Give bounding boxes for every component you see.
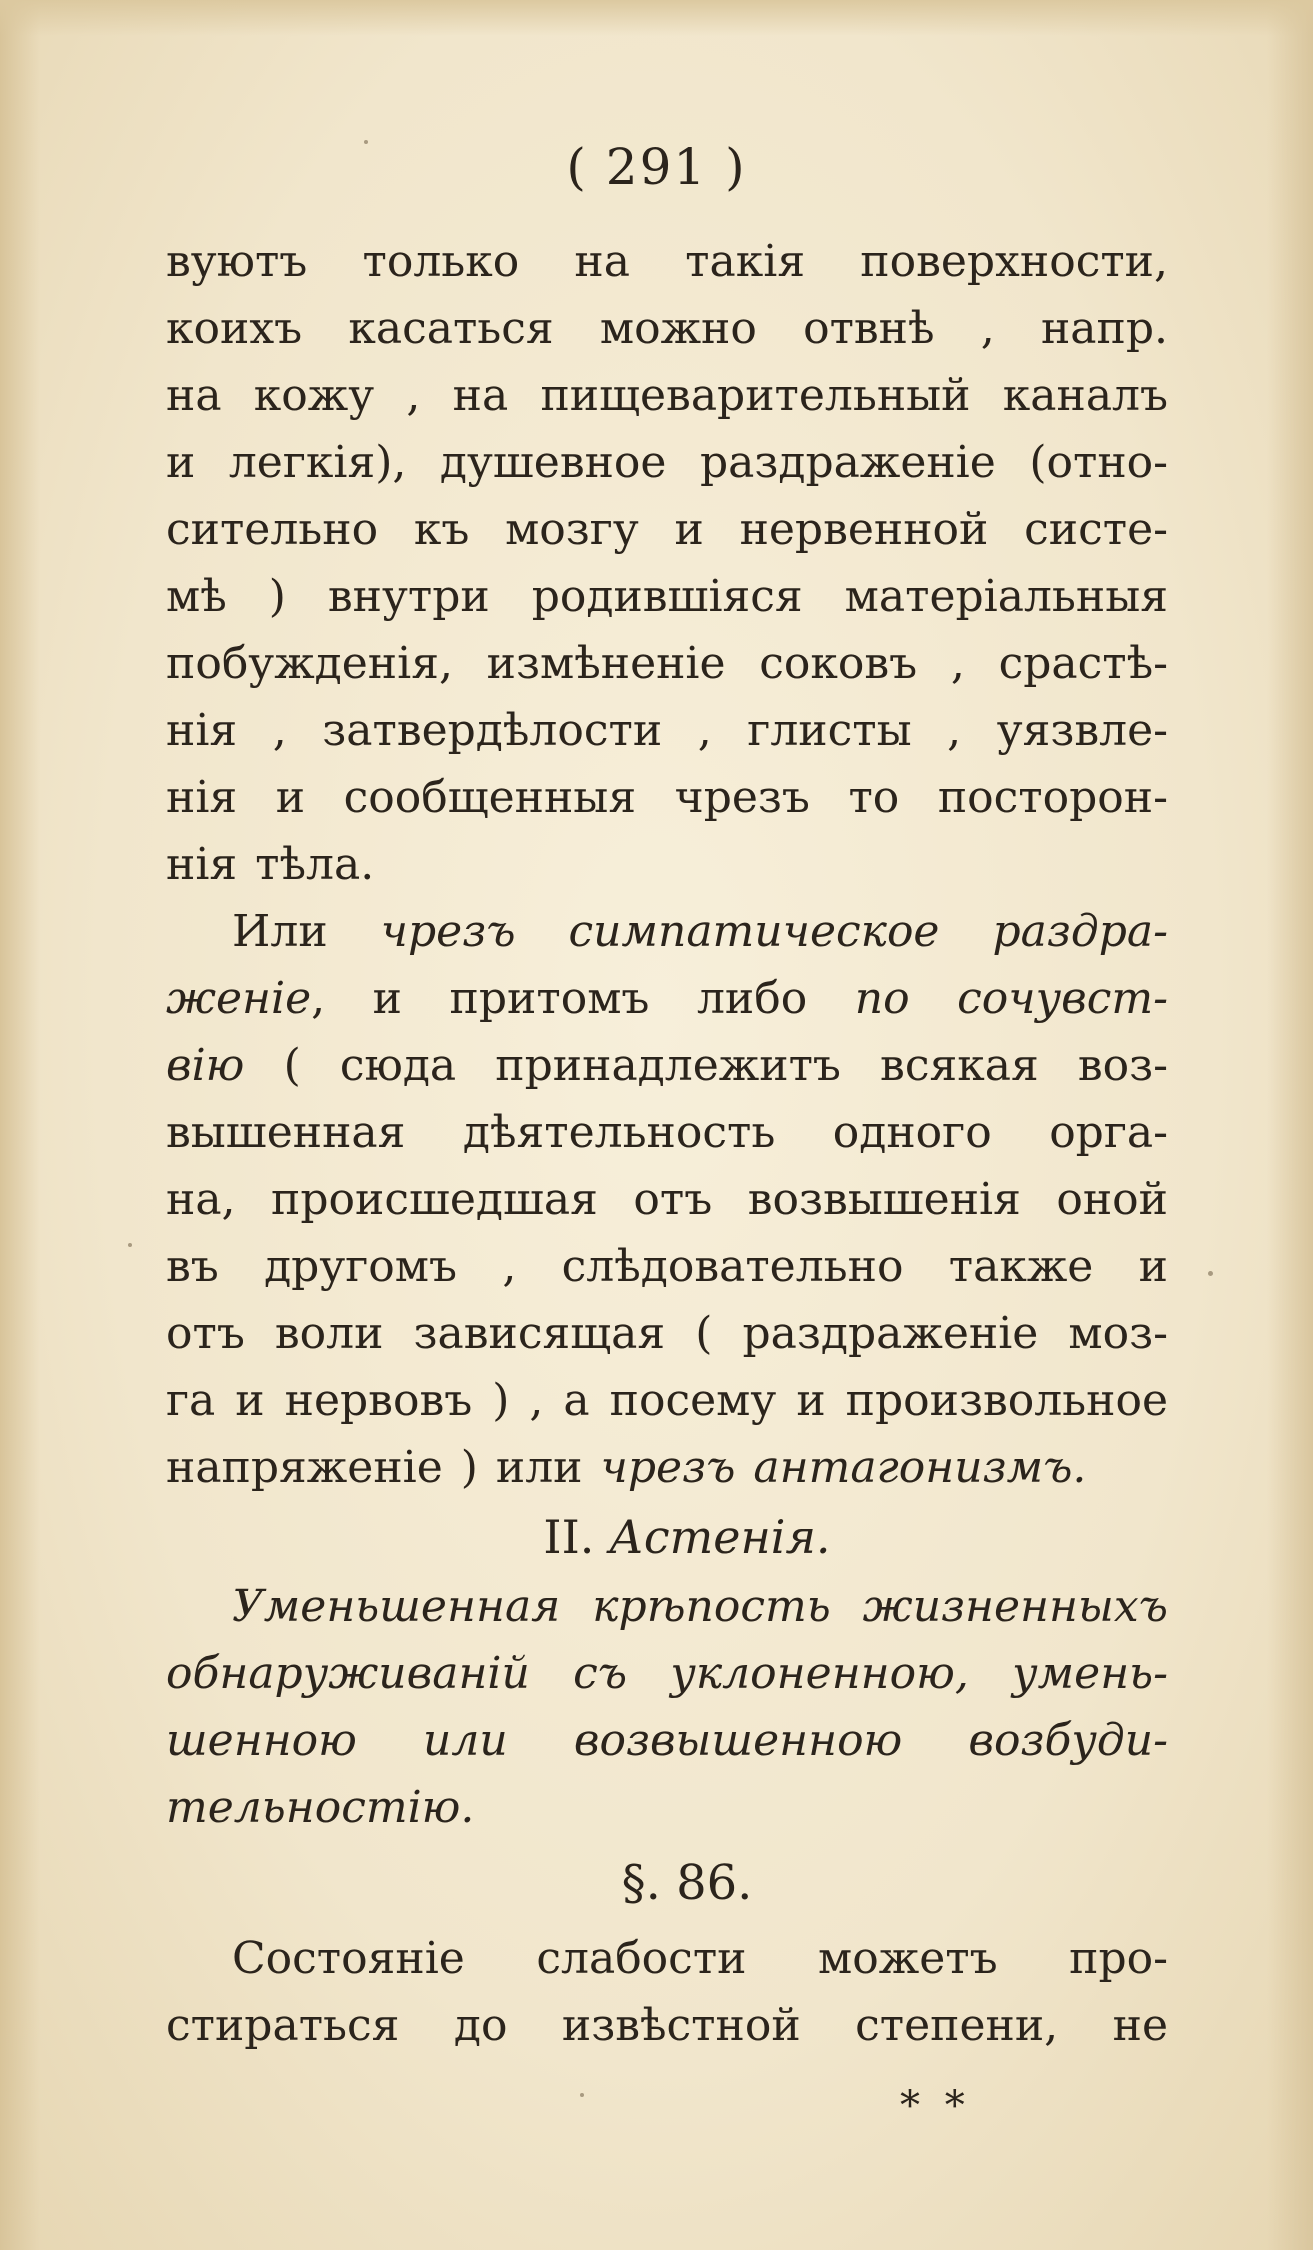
text-line: нія тѣла.	[166, 839, 375, 890]
text-line: мѣ ) внутри родившіяся матеріальныя	[166, 571, 1168, 622]
text-line: отъ воли зависящая ( раздраженіе моз-	[166, 1308, 1168, 1359]
page-number: ( 291 )	[566, 138, 747, 196]
heading-numeral: II.	[543, 1510, 595, 1564]
paper-speck	[128, 1243, 132, 1247]
text-line	[166, 898, 1168, 965]
italic-run: по сочувст-	[854, 973, 1169, 1024]
definition-line: тельностію.	[166, 1782, 475, 1833]
text-run: ( сюда принадлежитъ всякая воз-	[244, 1040, 1168, 1091]
page-edge-shadow-right	[1267, 0, 1313, 2250]
text-line: сительно къ мозгу и нервенной систе-	[166, 504, 1168, 555]
paper-speck	[580, 2093, 584, 2097]
text-line	[166, 1434, 1168, 1501]
page-edge-shadow-top	[0, 0, 1313, 36]
text-line: Состояніе слабости можетъ про-	[232, 1933, 1168, 1984]
text-line: въ другомъ , слѣдовательно также и	[166, 1241, 1168, 1292]
text-line: вышенная дѣятельность одного орга-	[166, 1107, 1168, 1158]
definition-line: Уменьшенная крѣпость жизненныхъ	[232, 1581, 1168, 1632]
definition-line: обнаруживаній съ уклоненною, умень-	[166, 1648, 1168, 1699]
text-line: нія и сообщенныя чрезъ то посторон-	[166, 772, 1168, 823]
italic-run: женіе	[166, 973, 312, 1024]
section-number: §. 86.	[621, 1855, 753, 1911]
text-line: и легкія), душевное раздраженіе (отно-	[166, 437, 1168, 488]
text-line: побужденія, измѣненіе соковъ , срастѣ-	[166, 638, 1168, 689]
heading-title: Астенія.	[609, 1510, 831, 1564]
italic-run: чрезъ симпатическое раздра-	[380, 906, 1169, 957]
section-heading	[166, 1501, 1168, 1573]
text-line: вуютъ только на такія поверхности,	[166, 236, 1168, 287]
paper-speck	[1208, 1271, 1213, 1276]
text-run: напряженіе ) или	[166, 1442, 601, 1493]
text-line: стираться до извѣстной степени, не	[166, 2000, 1168, 2051]
italic-run: вію	[166, 1040, 245, 1091]
definition-line: шенною или возвышенною возбуди-	[166, 1715, 1168, 1766]
text-run: Или	[232, 906, 381, 957]
text-run: , и притомъ либо	[311, 973, 855, 1024]
text-line: на, происшедшая отъ возвышенія оной	[166, 1174, 1168, 1225]
text-line: нія , затвердѣлости , глисты , уязвле-	[166, 705, 1168, 756]
page-edge-shadow-left	[0, 0, 40, 2250]
printer-signature-mark: * *	[900, 2083, 971, 2129]
page-body-text	[166, 228, 1168, 2059]
text-line	[166, 965, 1168, 1032]
text-line: коихъ касаться можно отвнѣ , напр.	[166, 303, 1168, 354]
text-line: га и нервовъ ) , а посему и произвольное	[166, 1375, 1168, 1426]
text-line: на кожу , на пищеварительный каналъ	[166, 370, 1168, 421]
paper-speck	[364, 140, 368, 144]
italic-run: чрезъ антагонизмъ.	[600, 1442, 1087, 1493]
text-line	[166, 1032, 1168, 1099]
